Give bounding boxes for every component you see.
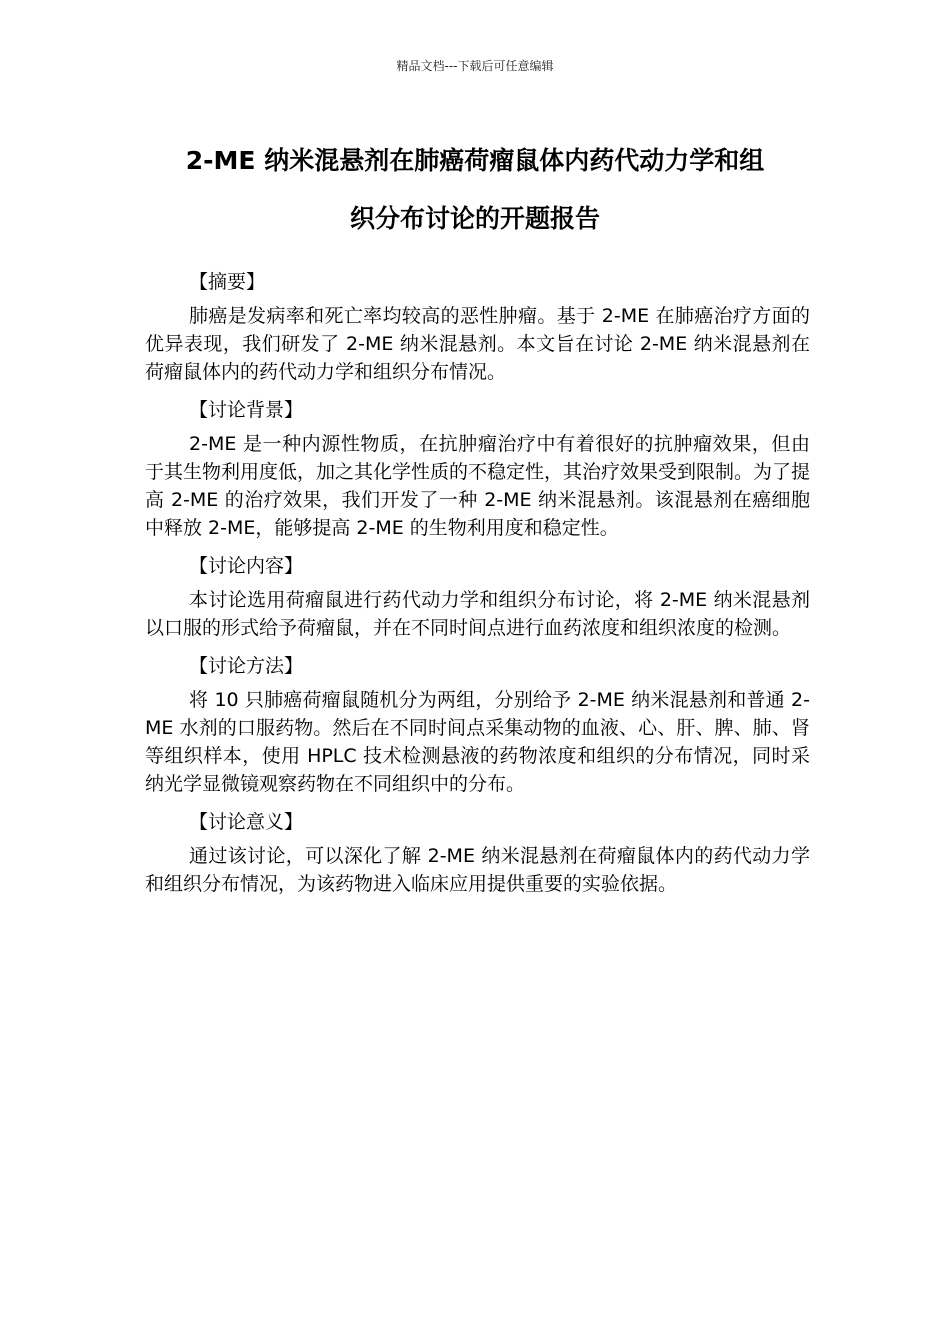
section-content	[145, 552, 810, 642]
section-paragraph: 通过该讨论，可以深化了解 2-ME 纳米混悬剂在荷瘤鼠体内的药代动力学和组织分布情况，为该药物进入临床应用提供重要的实验依据。	[145, 845, 810, 895]
section-heading: 【讨论内容】	[189, 555, 304, 577]
section-heading: 【摘要】	[189, 271, 266, 293]
header-note: 精品文档---下载后可任意编辑	[396, 59, 554, 73]
section-paragraph: 本讨论选用荷瘤鼠进行药代动力学和组织分布讨论，将 2-ME 纳米混悬剂以口服的形式给予荷瘤鼠，并在不同时间点进行血药浓度和组织浓度的检测。	[145, 589, 810, 639]
title-line-2: 织分布讨论的开题报告	[349, 204, 600, 233]
document-title	[140, 132, 810, 248]
section-paragraph: 将 10 只肺癌荷瘤鼠随机分为两组，分别给予 2-ME 纳米混悬剂和普通 2-ME 水剂的口服药物。然后在不同时间点采集动物的血液、心、肝、脾、肺、肾等组织样本，使用 HPLC 技术检测悬液的药物浓度和组织的分布情况，同时采纳光学显微镜观察药物在不同组织中的分布。	[145, 689, 810, 795]
section-background	[145, 396, 810, 542]
section-heading: 【讨论意义】	[189, 811, 304, 833]
document-body	[145, 268, 810, 908]
section-paragraph: 2-ME 是一种内源性物质，在抗肿瘤治疗中有着很好的抗肿瘤效果，但由于其生物利用度低，加之其化学性质的不稳定性，其治疗效果受到限制。为了提高 2-ME 的治疗效果，我们开发了一种 2-ME 纳米混悬剂。该混悬剂在癌细胞中释放 2-ME，能够提高 2-ME 的生物利用度和稳定性。	[145, 433, 811, 539]
section-paragraph: 肺癌是发病率和死亡率均较高的恶性肿瘤。基于 2-ME 在肺癌治疗方面的优异表现，我们研发了 2-ME 纳米混悬剂。本文旨在讨论 2-ME 纳米混悬剂在荷瘤鼠体内的药代动力学和组织分布情况。	[145, 305, 810, 383]
section-methods	[145, 652, 810, 798]
section-heading: 【讨论方法】	[189, 655, 304, 677]
section-heading: 【讨论背景】	[189, 399, 304, 421]
section-significance	[145, 808, 810, 898]
title-line-1: 2-ME 纳米混悬剂在肺癌荷瘤鼠体内药代动力学和组	[185, 146, 765, 175]
section-abstract	[145, 268, 810, 386]
